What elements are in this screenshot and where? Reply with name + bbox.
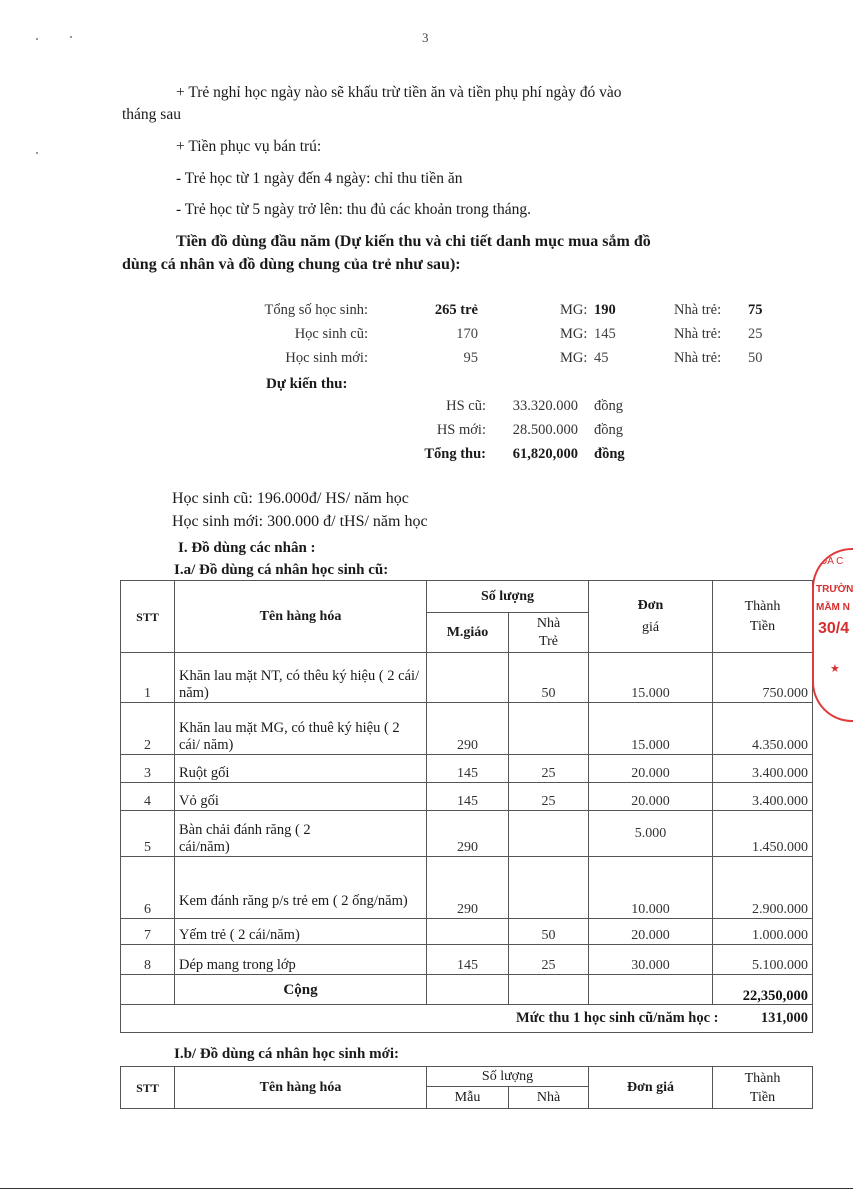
cell-stt: 1 xyxy=(121,653,175,703)
collect-unit: đồng xyxy=(594,446,625,462)
header-stt: STT xyxy=(121,581,175,653)
cell-sum-total: 22,350,000 xyxy=(713,975,813,1005)
table-new-student-items xyxy=(120,1066,813,1109)
cell-unit-price: 10.000 xyxy=(589,857,713,919)
paragraph-absence-line2: tháng sau xyxy=(122,106,181,123)
cell-unit-price: 5.000 xyxy=(589,811,713,857)
header-stt: STT xyxy=(121,1067,175,1109)
cell-stt: 6 xyxy=(121,857,175,919)
collect-amount: 61,820,000 xyxy=(512,446,578,462)
header-amount-line2: Tiền xyxy=(749,618,776,634)
header-amount-line1: Thành xyxy=(744,598,781,614)
cell-nursery-qty: 25 xyxy=(509,945,589,975)
cell-nursery-qty: 50 xyxy=(509,919,589,945)
expected-collection-label: Dự kiến thu: xyxy=(266,376,348,392)
header-quantity: Số lượng xyxy=(427,1067,589,1087)
table-per-student-row xyxy=(121,1005,813,1033)
cell-amount: 1.000.000 xyxy=(713,919,813,945)
school-seal-stamp xyxy=(812,548,853,722)
section-heading-line1: Tiền đồ dùng đầu năm (Dự kiến thu và chi tiết danh mục mua sắm đồ xyxy=(176,233,651,250)
table-row xyxy=(121,783,813,811)
cell-amount: 2.900.000 xyxy=(713,857,813,919)
table-row xyxy=(121,919,813,945)
summary-nt-label: Nhà trẻ: xyxy=(674,302,722,318)
summary-nt-value: 75 xyxy=(748,302,763,318)
table-old-student-items xyxy=(120,580,813,1033)
cell-kindergarten-qty: 290 xyxy=(427,811,509,857)
summary-nt-value: 50 xyxy=(748,350,763,366)
stamp-text: MẦM N xyxy=(816,602,850,613)
header-unit-price-line1: Đơn xyxy=(637,597,664,613)
header-amount xyxy=(713,581,813,653)
per-student-label: Mức thu 1 học sinh cũ/năm học : xyxy=(516,1010,719,1026)
cell-item-name: Ruột gối xyxy=(175,755,427,783)
summary-label: Học sinh mới: xyxy=(285,350,368,366)
table-row xyxy=(121,653,813,703)
summary-label: Tổng số học sinh: xyxy=(264,302,368,318)
cell-unit-price: 20.000 xyxy=(589,755,713,783)
scan-speck xyxy=(36,38,38,40)
summary-mg-value: 45 xyxy=(594,350,609,366)
header-unit-price-line2: giá xyxy=(641,619,660,635)
table-row xyxy=(121,811,813,857)
section-heading-line2: dùng cá nhân và đồ dùng chung của trẻ như sau): xyxy=(122,256,461,273)
scan-speck xyxy=(36,152,38,154)
cell-amount: 1.450.000 xyxy=(713,811,813,857)
page-number: 3 xyxy=(422,30,429,45)
stamp-text: TRƯỜN xyxy=(816,584,853,595)
table-row xyxy=(121,857,813,919)
cell-unit-price: 30.000 xyxy=(589,945,713,975)
paragraph-5-days: - Trẻ học từ 5 ngày trở lên: thu đủ các khoản trong tháng. xyxy=(176,201,531,218)
cell-nursery-qty: 25 xyxy=(509,755,589,783)
summary-mg-label: MG: xyxy=(560,302,588,318)
header-nursery-line1: Nhà xyxy=(536,615,561,631)
cell-stt: 2 xyxy=(121,703,175,755)
cell-kindergarten-qty: 145 xyxy=(427,755,509,783)
collect-label: HS mới: xyxy=(436,422,486,438)
cell-kindergarten-qty: 290 xyxy=(427,857,509,919)
cell-kindergarten-qty xyxy=(427,653,509,703)
header-unit-price xyxy=(589,581,713,653)
summary-nt-label: Nhà trẻ: xyxy=(674,326,722,342)
section-I-heading: I. Đồ dùng các nhân : xyxy=(178,540,316,556)
cell-nursery-qty: 25 xyxy=(509,783,589,811)
cell-unit-price: 15.000 xyxy=(589,653,713,703)
cell-amount: 750.000 xyxy=(713,653,813,703)
header-nursery-line2: Trẻ xyxy=(539,633,558,649)
summary-value: 95 xyxy=(463,350,478,366)
page-bottom-rule xyxy=(0,1188,853,1189)
cell-item-name: Yếm trẻ ( 2 cái/năm) xyxy=(175,919,427,945)
cell-nursery-qty xyxy=(509,857,589,919)
cell-stt: 3 xyxy=(121,755,175,783)
table-row xyxy=(121,703,813,755)
header-amount-line2: Tiền xyxy=(749,1089,776,1105)
scan-speck xyxy=(70,36,72,38)
collect-unit: đồng xyxy=(594,422,623,438)
stamp-text: ĐA C xyxy=(820,556,844,567)
table-row xyxy=(121,755,813,783)
cell-kindergarten-qty: 290 xyxy=(427,703,509,755)
collect-unit: đồng xyxy=(594,398,623,414)
cell-amount: 5.100.000 xyxy=(713,945,813,975)
header-kindergarten: Mẫu xyxy=(427,1087,509,1109)
cell-unit-price: 20.000 xyxy=(589,783,713,811)
rate-new-student: Học sinh mới: 300.000 đ/ tHS/ năm học xyxy=(172,513,428,530)
summary-mg-value: 145 xyxy=(594,326,616,342)
cell-nursery-qty xyxy=(509,811,589,857)
cell-amount: 4.350.000 xyxy=(713,703,813,755)
rate-old-student: Học sinh cũ: 196.000đ/ HS/ năm học xyxy=(172,490,409,507)
cell-kindergarten-qty: 145 xyxy=(427,945,509,975)
summary-mg-value: 190 xyxy=(594,302,616,318)
header-kindergarten: M.giáo xyxy=(427,613,509,653)
cell-sum-label: Cộng xyxy=(175,975,427,1005)
summary-mg-label: MG: xyxy=(560,326,588,342)
cell-per-student xyxy=(121,1005,813,1033)
cell-stt: 7 xyxy=(121,919,175,945)
section-Ia-heading: I.a/ Đồ dùng cá nhân học sinh cũ: xyxy=(174,562,389,578)
paragraph-boarding-fee: + Tiền phục vụ bán trú: xyxy=(176,138,322,155)
cell-unit-price: 20.000 xyxy=(589,919,713,945)
stamp-text: 30/4 xyxy=(818,620,850,637)
per-student-value: 131,000 xyxy=(760,1010,808,1026)
header-item-name: Tên hàng hóa xyxy=(175,581,427,653)
header-nursery: Nhà xyxy=(509,1087,589,1109)
cell-kindergarten-qty: 145 xyxy=(427,783,509,811)
summary-label: Học sinh cũ: xyxy=(294,326,368,342)
cell-amount: 3.400.000 xyxy=(713,783,813,811)
cell-stt: 4 xyxy=(121,783,175,811)
cell-kindergarten-qty xyxy=(427,919,509,945)
header-quantity: Số lượng xyxy=(427,581,589,613)
summary-nt-label: Nhà trẻ: xyxy=(674,350,722,366)
cell-nursery-qty xyxy=(509,703,589,755)
cell-unit-price: 15.000 xyxy=(589,703,713,755)
paragraph-1-4-days: - Trẻ học từ 1 ngày đến 4 ngày: chỉ thu tiền ăn xyxy=(176,170,463,187)
header-amount-line1: Thành xyxy=(744,1070,781,1086)
summary-value: 170 xyxy=(456,326,478,342)
collect-amount: 33.320.000 xyxy=(512,398,578,414)
table-row xyxy=(121,945,813,975)
cell-item-name: Khăn lau mặt MG, có thuê ký hiệu ( 2 cái/ năm) xyxy=(175,703,427,755)
cell-empty xyxy=(589,975,713,1005)
cell-item-name: Bàn chải đánh răng ( 2 cái/năm) xyxy=(175,811,427,857)
cell-empty xyxy=(427,975,509,1005)
cell-empty xyxy=(121,975,175,1005)
summary-nt-value: 25 xyxy=(748,326,763,342)
summary-mg-label: MG: xyxy=(560,350,588,366)
collect-label: Tổng thu: xyxy=(424,446,486,462)
cell-item-name: Vỏ gối xyxy=(175,783,427,811)
cell-amount: 3.400.000 xyxy=(713,755,813,783)
collect-label: HS cũ: xyxy=(446,398,486,414)
cell-item-name: Kem đánh răng p/s trẻ em ( 2 ống/năm) xyxy=(175,857,427,919)
cell-item-name: Khăn lau mặt NT, có thêu ký hiệu ( 2 cái/ năm) xyxy=(175,653,427,703)
cell-stt: 5 xyxy=(121,811,175,857)
cell-empty xyxy=(509,975,589,1005)
header-nursery xyxy=(509,613,589,653)
table-sum-row xyxy=(121,975,813,1005)
cell-item-name: Dép mang trong lớp xyxy=(175,945,427,975)
header-unit-price: Đơn giá xyxy=(589,1067,713,1109)
cell-stt: 8 xyxy=(121,945,175,975)
paragraph-absence-line1: + Trẻ nghỉ học ngày nào sẽ khấu trừ tiền ăn và tiền phụ phí ngày đó vào xyxy=(176,84,622,101)
summary-value: 265 trẻ xyxy=(434,302,478,318)
header-amount xyxy=(713,1067,813,1109)
cell-nursery-qty: 50 xyxy=(509,653,589,703)
collect-amount: 28.500.000 xyxy=(512,422,578,438)
header-item-name: Tên hàng hóa xyxy=(175,1067,427,1109)
stamp-star-icon: ★ xyxy=(830,663,840,675)
section-Ib-heading: I.b/ Đồ dùng cá nhân học sinh mới: xyxy=(174,1046,400,1062)
